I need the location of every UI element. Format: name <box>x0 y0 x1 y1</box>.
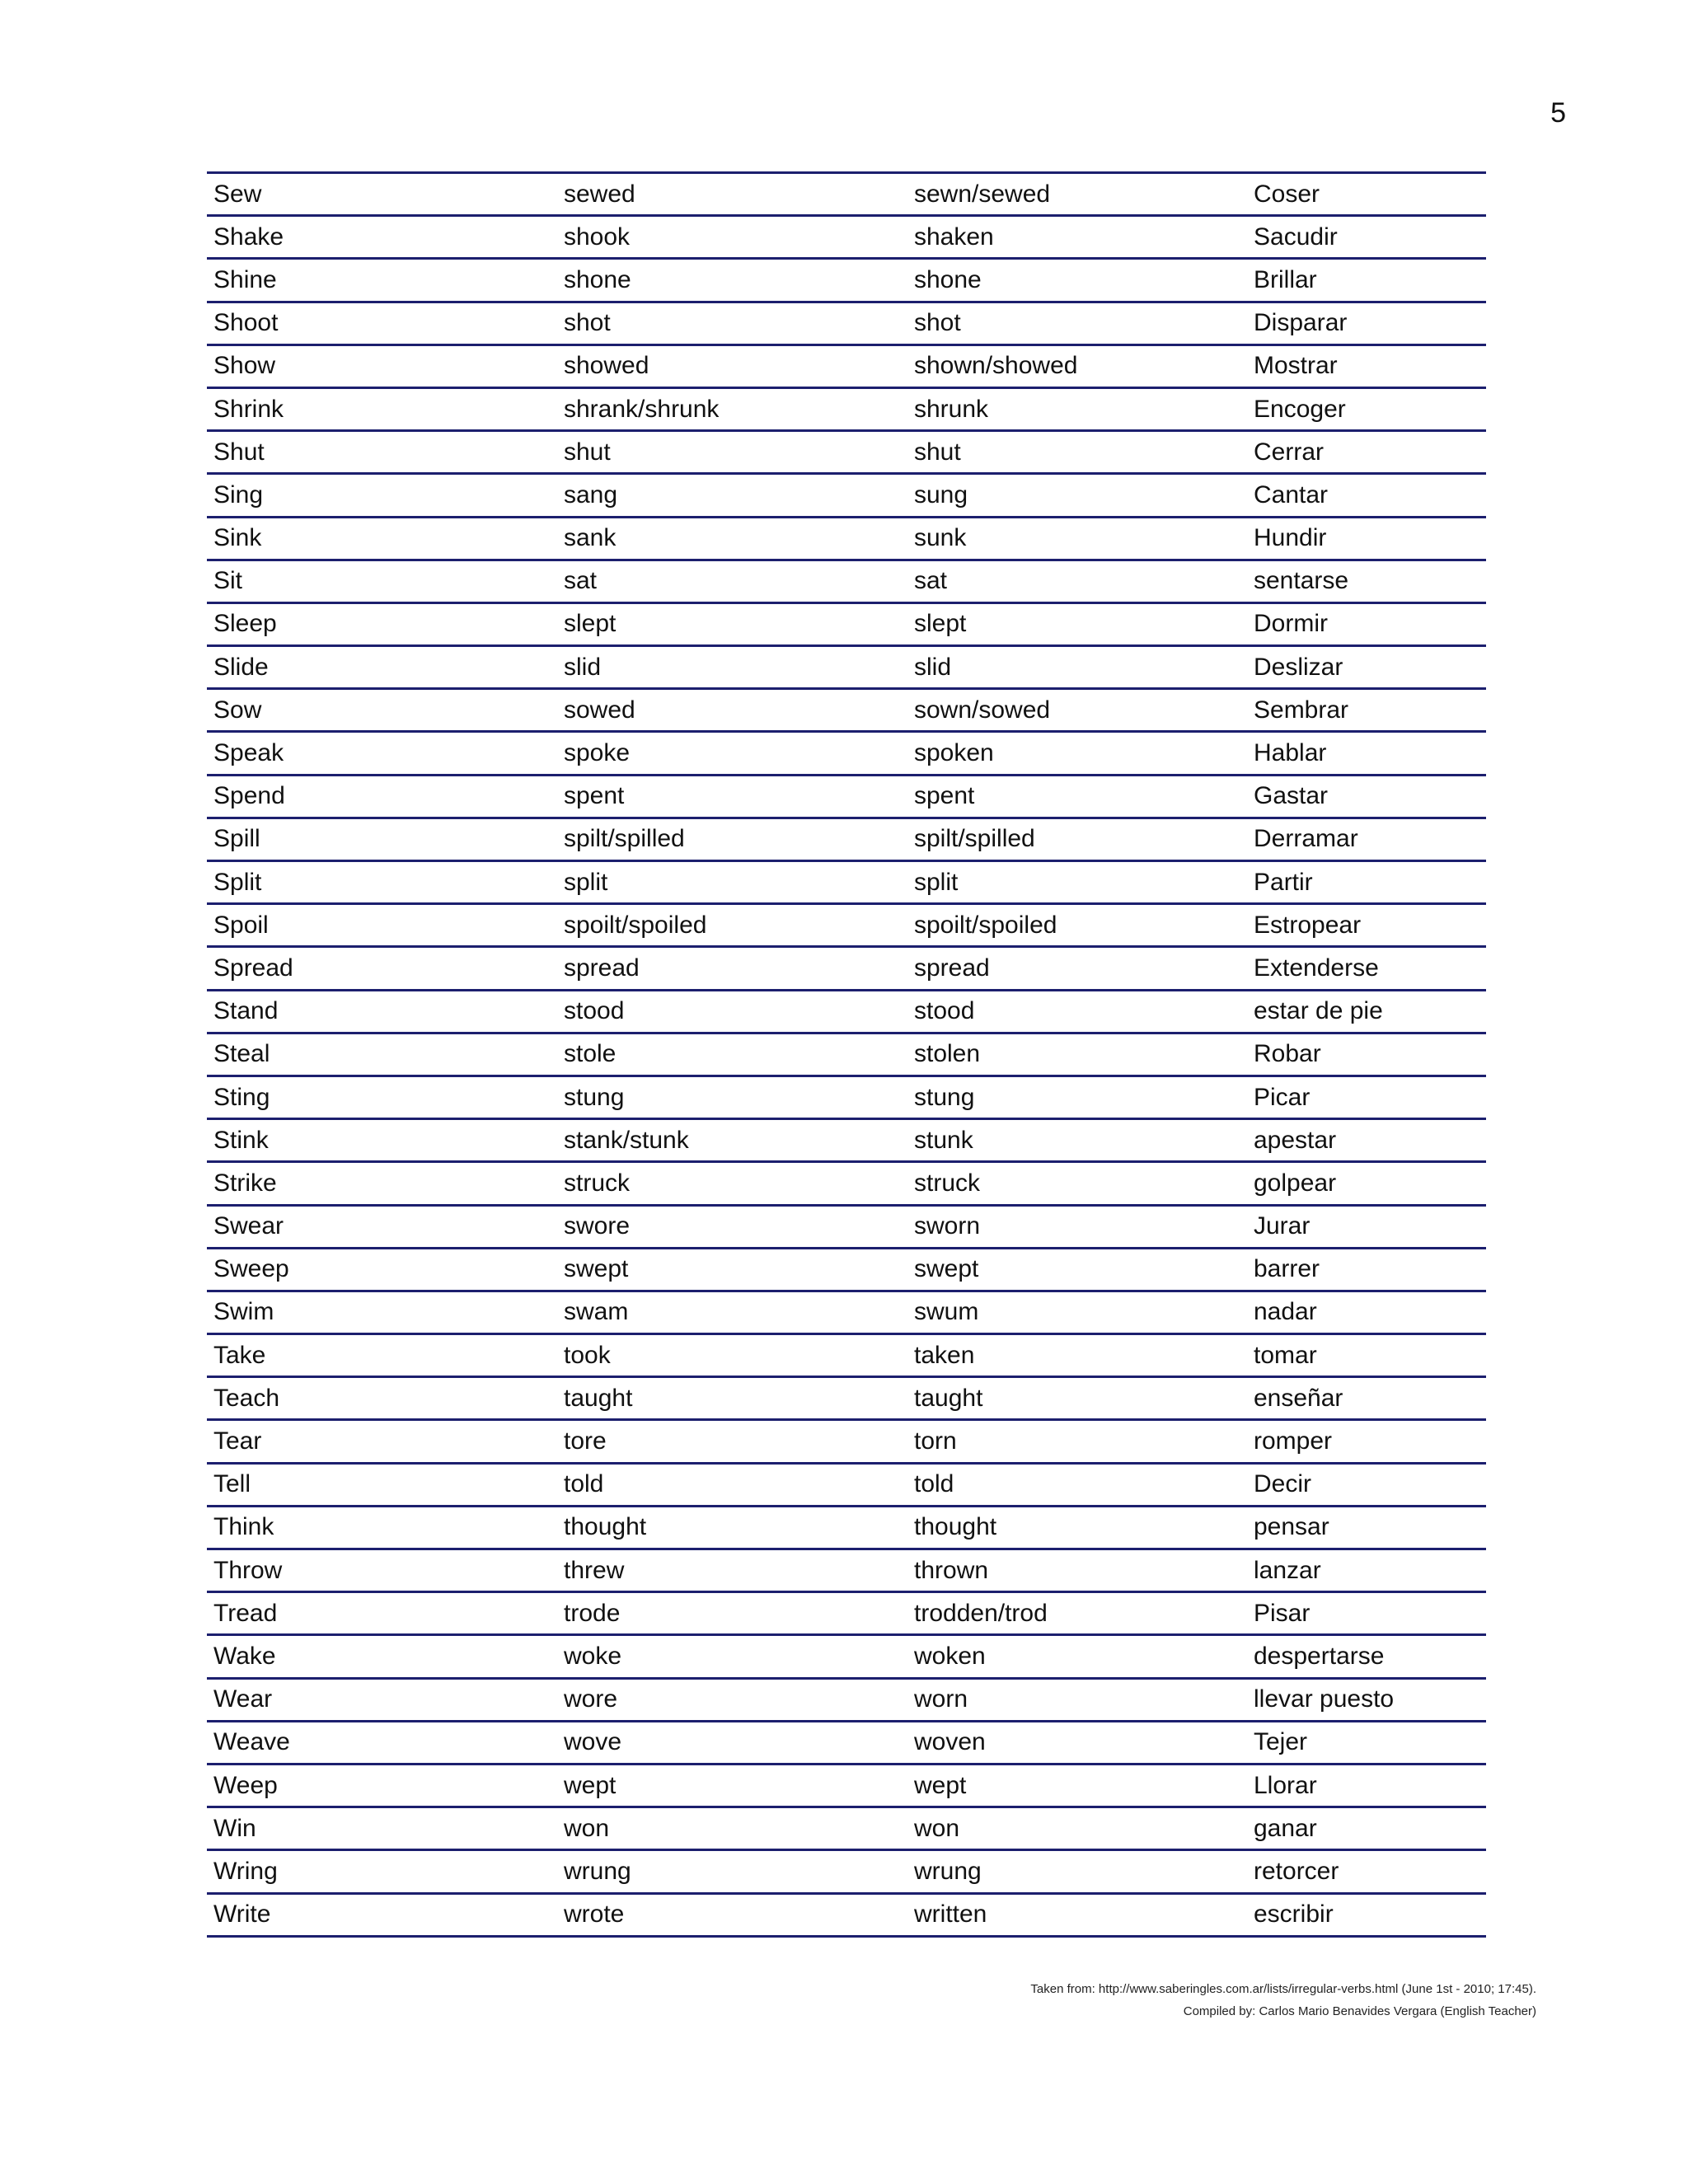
past-participle-cell: stunk <box>907 1119 1247 1162</box>
past-simple-cell: swore <box>557 1205 907 1248</box>
base-form-cell: Sting <box>207 1076 557 1118</box>
base-form-cell: Strike <box>207 1162 557 1205</box>
table-row <box>207 818 1486 860</box>
past-participle-cell: spoken <box>907 732 1247 775</box>
table-row <box>207 1506 1486 1549</box>
past-simple-cell: slept <box>557 602 907 645</box>
table-row <box>207 1033 1486 1076</box>
past-participle-cell: trodden/trod <box>907 1592 1247 1635</box>
table-row <box>207 1291 1486 1333</box>
base-form-cell: Split <box>207 861 557 904</box>
past-participle-cell: woken <box>907 1635 1247 1678</box>
base-form-cell: Win <box>207 1807 557 1850</box>
past-participle-cell: won <box>907 1807 1247 1850</box>
spanish-translation-cell: Encoger <box>1247 387 1486 430</box>
past-participle-cell: swum <box>907 1291 1247 1333</box>
past-participle-cell: taken <box>907 1334 1247 1377</box>
past-participle-cell: struck <box>907 1162 1247 1205</box>
table-row <box>207 560 1486 602</box>
past-participle-cell: shot <box>907 302 1247 344</box>
table-row <box>207 1334 1486 1377</box>
spanish-translation-cell: Extenderse <box>1247 947 1486 990</box>
past-simple-cell: sewed <box>557 173 907 216</box>
spanish-translation-cell: Pisar <box>1247 1592 1486 1635</box>
base-form-cell: Shine <box>207 259 557 302</box>
past-simple-cell: spread <box>557 947 907 990</box>
spanish-translation-cell: ganar <box>1247 1807 1486 1850</box>
past-simple-cell: spoilt/spoiled <box>557 904 907 947</box>
spanish-translation-cell: despertarse <box>1247 1635 1486 1678</box>
spanish-translation-cell: Hablar <box>1247 732 1486 775</box>
past-simple-cell: trode <box>557 1592 907 1635</box>
spanish-translation-cell: Mostrar <box>1247 344 1486 387</box>
table-row <box>207 1420 1486 1463</box>
past-simple-cell: wept <box>557 1764 907 1807</box>
base-form-cell: Weave <box>207 1721 557 1764</box>
past-simple-cell: thought <box>557 1506 907 1549</box>
table-row <box>207 387 1486 430</box>
base-form-cell: Stink <box>207 1119 557 1162</box>
past-simple-cell: stung <box>557 1076 907 1118</box>
past-simple-cell: showed <box>557 344 907 387</box>
spanish-translation-cell: Decir <box>1247 1463 1486 1506</box>
past-simple-cell: swam <box>557 1291 907 1333</box>
spanish-translation-cell: Gastar <box>1247 775 1486 818</box>
past-simple-cell: swept <box>557 1248 907 1291</box>
spanish-translation-cell: escribir <box>1247 1893 1486 1936</box>
past-participle-cell: stood <box>907 990 1247 1033</box>
past-simple-cell: shone <box>557 259 907 302</box>
past-simple-cell: took <box>557 1334 907 1377</box>
past-simple-cell: spent <box>557 775 907 818</box>
base-form-cell: Write <box>207 1893 557 1936</box>
spanish-translation-cell: llevar puesto <box>1247 1678 1486 1721</box>
table-row <box>207 1076 1486 1118</box>
table-row <box>207 1377 1486 1420</box>
spanish-translation-cell: Robar <box>1247 1033 1486 1076</box>
table-row <box>207 302 1486 344</box>
spanish-translation-cell: Tejer <box>1247 1721 1486 1764</box>
base-form-cell: Teach <box>207 1377 557 1420</box>
past-participle-cell: sworn <box>907 1205 1247 1248</box>
past-simple-cell: shut <box>557 431 907 474</box>
base-form-cell: Shoot <box>207 302 557 344</box>
page-number: 5 <box>1550 97 1566 129</box>
past-participle-cell: sung <box>907 474 1247 517</box>
table-row <box>207 1678 1486 1721</box>
spanish-translation-cell: Brillar <box>1247 259 1486 302</box>
past-participle-cell: shown/showed <box>907 344 1247 387</box>
spanish-translation-cell: enseñar <box>1247 1377 1486 1420</box>
past-simple-cell: won <box>557 1807 907 1850</box>
past-simple-cell: sank <box>557 517 907 560</box>
table-row <box>207 1592 1486 1635</box>
base-form-cell: Shrink <box>207 387 557 430</box>
spanish-translation-cell: Cerrar <box>1247 431 1486 474</box>
base-form-cell: Weep <box>207 1764 557 1807</box>
table-row <box>207 904 1486 947</box>
spanish-translation-cell: sentarse <box>1247 560 1486 602</box>
past-participle-cell: torn <box>907 1420 1247 1463</box>
past-simple-cell: slid <box>557 646 907 689</box>
base-form-cell: Slide <box>207 646 557 689</box>
past-simple-cell: shot <box>557 302 907 344</box>
spanish-translation-cell: Dormir <box>1247 602 1486 645</box>
base-form-cell: Steal <box>207 1033 557 1076</box>
past-participle-cell: spent <box>907 775 1247 818</box>
spanish-translation-cell: Estropear <box>1247 904 1486 947</box>
table-row <box>207 1721 1486 1764</box>
past-participle-cell: stolen <box>907 1033 1247 1076</box>
spanish-translation-cell: Llorar <box>1247 1764 1486 1807</box>
base-form-cell: Tread <box>207 1592 557 1635</box>
base-form-cell: Wear <box>207 1678 557 1721</box>
past-simple-cell: stank/stunk <box>557 1119 907 1162</box>
past-participle-cell: wrung <box>907 1850 1247 1893</box>
past-simple-cell: wove <box>557 1721 907 1764</box>
base-form-cell: Think <box>207 1506 557 1549</box>
base-form-cell: Speak <box>207 732 557 775</box>
spanish-translation-cell: Partir <box>1247 861 1486 904</box>
past-participle-cell: wept <box>907 1764 1247 1807</box>
spanish-translation-cell: Cantar <box>1247 474 1486 517</box>
table-row <box>207 775 1486 818</box>
base-form-cell: Tell <box>207 1463 557 1506</box>
table-row <box>207 1807 1486 1850</box>
base-form-cell: Tear <box>207 1420 557 1463</box>
base-form-cell: Swear <box>207 1205 557 1248</box>
spanish-translation-cell: lanzar <box>1247 1549 1486 1592</box>
past-participle-cell: told <box>907 1463 1247 1506</box>
base-form-cell: Spend <box>207 775 557 818</box>
base-form-cell: Spill <box>207 818 557 860</box>
past-participle-cell: sown/sowed <box>907 689 1247 732</box>
past-simple-cell: threw <box>557 1549 907 1592</box>
base-form-cell: Sing <box>207 474 557 517</box>
base-form-cell: Sow <box>207 689 557 732</box>
table-row <box>207 947 1486 990</box>
table-row <box>207 344 1486 387</box>
past-simple-cell: stole <box>557 1033 907 1076</box>
past-simple-cell: tore <box>557 1420 907 1463</box>
spanish-translation-cell: Deslizar <box>1247 646 1486 689</box>
past-simple-cell: told <box>557 1463 907 1506</box>
table-row <box>207 1764 1486 1807</box>
spanish-translation-cell: pensar <box>1247 1506 1486 1549</box>
table-row <box>207 1635 1486 1678</box>
past-participle-cell: shaken <box>907 216 1247 259</box>
table-row <box>207 474 1486 517</box>
spanish-translation-cell: estar de pie <box>1247 990 1486 1033</box>
table-row <box>207 1549 1486 1592</box>
table-row <box>207 990 1486 1033</box>
table-row <box>207 1850 1486 1893</box>
table-row <box>207 431 1486 474</box>
past-simple-cell: wrote <box>557 1893 907 1936</box>
base-form-cell: Sink <box>207 517 557 560</box>
past-participle-cell: shrunk <box>907 387 1247 430</box>
past-simple-cell: sang <box>557 474 907 517</box>
past-simple-cell: spilt/spilled <box>557 818 907 860</box>
table-row <box>207 689 1486 732</box>
base-form-cell: Shut <box>207 431 557 474</box>
past-participle-cell: slept <box>907 602 1247 645</box>
spanish-translation-cell: barrer <box>1247 1248 1486 1291</box>
spanish-translation-cell: retorcer <box>1247 1850 1486 1893</box>
spanish-translation-cell: Picar <box>1247 1076 1486 1118</box>
past-simple-cell: stood <box>557 990 907 1033</box>
past-simple-cell: wore <box>557 1678 907 1721</box>
table-row <box>207 259 1486 302</box>
base-form-cell: Spoil <box>207 904 557 947</box>
base-form-cell: Take <box>207 1334 557 1377</box>
table-row <box>207 1463 1486 1506</box>
table-row <box>207 602 1486 645</box>
past-participle-cell: taught <box>907 1377 1247 1420</box>
irregular-verbs-table <box>207 171 1486 1938</box>
past-participle-cell: shut <box>907 431 1247 474</box>
past-participle-cell: shone <box>907 259 1247 302</box>
table-row <box>207 1119 1486 1162</box>
past-simple-cell: taught <box>557 1377 907 1420</box>
base-form-cell: Sweep <box>207 1248 557 1291</box>
base-form-cell: Sleep <box>207 602 557 645</box>
spanish-translation-cell: nadar <box>1247 1291 1486 1333</box>
past-simple-cell: wrung <box>557 1850 907 1893</box>
past-participle-cell: written <box>907 1893 1247 1936</box>
footer-credit: Compiled by: Carlos Mario Benavides Vergara (English Teacher) <box>1183 2004 1536 2018</box>
base-form-cell: Stand <box>207 990 557 1033</box>
spanish-translation-cell: Hundir <box>1247 517 1486 560</box>
spanish-translation-cell: Coser <box>1247 173 1486 216</box>
past-simple-cell: split <box>557 861 907 904</box>
past-simple-cell: struck <box>557 1162 907 1205</box>
base-form-cell: Spread <box>207 947 557 990</box>
base-form-cell: Throw <box>207 1549 557 1592</box>
spanish-translation-cell: Sembrar <box>1247 689 1486 732</box>
base-form-cell: Wring <box>207 1850 557 1893</box>
base-form-cell: Show <box>207 344 557 387</box>
base-form-cell: Sew <box>207 173 557 216</box>
past-participle-cell: sewn/sewed <box>907 173 1247 216</box>
past-participle-cell: thrown <box>907 1549 1247 1592</box>
verb-table-body <box>207 173 1486 1937</box>
spanish-translation-cell: Sacudir <box>1247 216 1486 259</box>
past-simple-cell: spoke <box>557 732 907 775</box>
spanish-translation-cell: tomar <box>1247 1334 1486 1377</box>
footer-source: Taken from: http://www.saberingles.com.ar/lists/irregular-verbs.html (June 1st - 2010; 17:45). <box>1030 1982 1536 1996</box>
table-row <box>207 732 1486 775</box>
base-form-cell: Swim <box>207 1291 557 1333</box>
table-row <box>207 646 1486 689</box>
table-row <box>207 1205 1486 1248</box>
table-row <box>207 1248 1486 1291</box>
past-participle-cell: woven <box>907 1721 1247 1764</box>
past-participle-cell: spread <box>907 947 1247 990</box>
past-participle-cell: worn <box>907 1678 1247 1721</box>
past-simple-cell: sat <box>557 560 907 602</box>
past-participle-cell: spilt/spilled <box>907 818 1247 860</box>
spanish-translation-cell: Disparar <box>1247 302 1486 344</box>
past-participle-cell: sat <box>907 560 1247 602</box>
past-simple-cell: woke <box>557 1635 907 1678</box>
past-participle-cell: split <box>907 861 1247 904</box>
past-participle-cell: swept <box>907 1248 1247 1291</box>
table-row <box>207 173 1486 216</box>
table-row <box>207 517 1486 560</box>
spanish-translation-cell: apestar <box>1247 1119 1486 1162</box>
spanish-translation-cell: Jurar <box>1247 1205 1486 1248</box>
table-row <box>207 1162 1486 1205</box>
base-form-cell: Sit <box>207 560 557 602</box>
past-simple-cell: shook <box>557 216 907 259</box>
past-participle-cell: slid <box>907 646 1247 689</box>
past-participle-cell: spoilt/spoiled <box>907 904 1247 947</box>
spanish-translation-cell: Derramar <box>1247 818 1486 860</box>
past-participle-cell: thought <box>907 1506 1247 1549</box>
base-form-cell: Wake <box>207 1635 557 1678</box>
past-simple-cell: sowed <box>557 689 907 732</box>
table-row <box>207 861 1486 904</box>
past-participle-cell: stung <box>907 1076 1247 1118</box>
past-simple-cell: shrank/shrunk <box>557 387 907 430</box>
table-row <box>207 1893 1486 1936</box>
table-row <box>207 216 1486 259</box>
past-participle-cell: sunk <box>907 517 1247 560</box>
spanish-translation-cell: romper <box>1247 1420 1486 1463</box>
spanish-translation-cell: golpear <box>1247 1162 1486 1205</box>
base-form-cell: Shake <box>207 216 557 259</box>
